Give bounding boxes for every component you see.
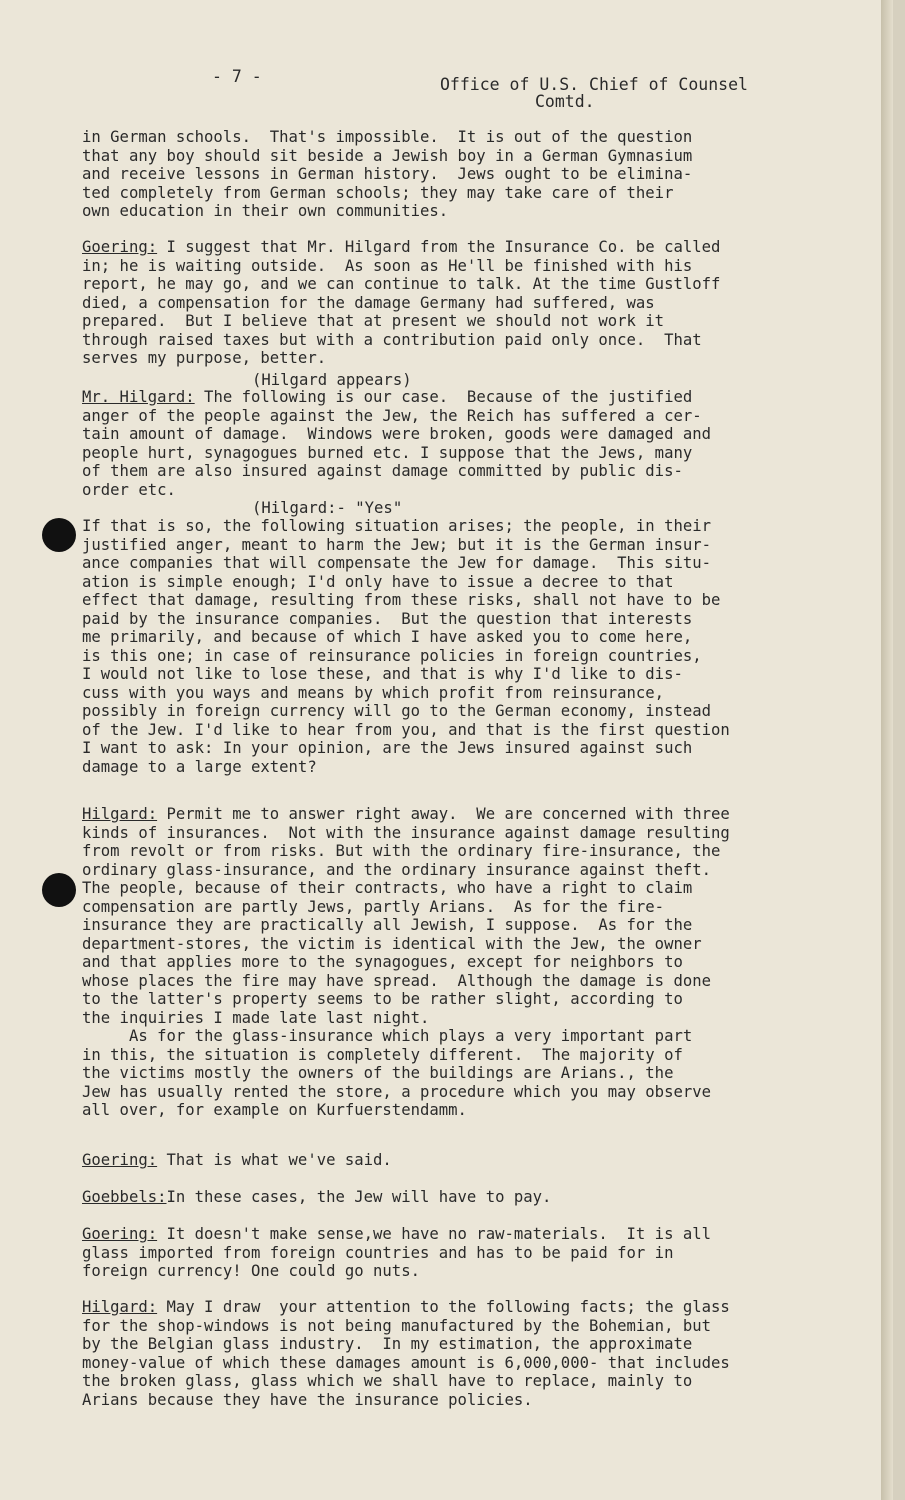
line-text: is this one; in case of reinsurance policies in foreign countries,	[82, 646, 702, 665]
text-line	[82, 1317, 872, 1336]
line-text: kinds of insurances. Not with the insurance against damage resulting	[82, 823, 730, 842]
text-line	[82, 331, 872, 350]
line-text: serves my purpose, better.	[82, 349, 327, 367]
contd-label: Comtd.	[535, 92, 595, 111]
line-text: the inquiries I made late last night.	[82, 1008, 430, 1027]
line-text: I would not like to lose these, and that is why I'd like to dis-	[82, 665, 683, 683]
text-line	[82, 721, 872, 740]
text-line	[82, 972, 872, 991]
line-text: Permit me to answer right away. We are concerned with three	[157, 805, 730, 823]
text-line	[82, 165, 872, 184]
text-line	[82, 842, 872, 861]
speaker-name: Mr. Hilgard:	[82, 388, 195, 406]
line-text: to the latter's property seems to be rather slight, according to	[82, 990, 683, 1008]
punch-hole-top	[42, 518, 76, 552]
line-text: tain amount of damage. Windows were broken, goods were damaged and	[82, 425, 712, 443]
text-line	[82, 238, 872, 257]
speaker-name: Goering:	[82, 238, 158, 256]
line-text: effect that damage, resulting from these risks, shall not have to be	[82, 591, 721, 609]
line-text: That is what we've said.	[157, 1151, 392, 1169]
line-text: justified anger, meant to harm the Jew; but it is the German insur-	[82, 535, 712, 554]
text-line	[82, 128, 872, 147]
text-line	[82, 1225, 872, 1244]
line-text: ance companies that will compensate the Jew for damage. This situ-	[82, 554, 712, 572]
text-line	[82, 916, 872, 935]
text-line	[82, 591, 872, 610]
stage-direction	[82, 499, 872, 518]
line-text: ation is simple enough; I'd only have to issue a decree to that	[82, 572, 674, 591]
text-line	[82, 1046, 872, 1065]
paragraph	[82, 1188, 872, 1207]
text-line	[82, 481, 872, 500]
text-line	[82, 202, 872, 221]
text-line	[82, 1101, 872, 1120]
text-line	[82, 758, 872, 777]
speaker-name: Hilgard:	[82, 1298, 158, 1316]
line-text: paid by the insurance companies. But the question that interests	[82, 609, 693, 628]
line-text: foreign currency! One could go nuts.	[82, 1262, 420, 1280]
line-text: glass imported from foreign countries and has to be paid for in	[82, 1243, 674, 1262]
line-text: insurance they are practically all Jewish, I suppose. As for the	[82, 916, 693, 934]
paragraph	[82, 128, 872, 221]
text-line	[82, 1372, 872, 1391]
speaker-name: Goering:	[82, 1225, 158, 1243]
text-line	[82, 462, 872, 481]
text-line	[82, 898, 872, 917]
paragraph	[82, 805, 872, 1120]
line-text: The following is our case. Because of the justified	[194, 388, 693, 406]
text-line	[82, 861, 872, 880]
text-line	[82, 388, 872, 407]
line-text: me primarily, and because of which I have asked you to come here,	[82, 628, 693, 646]
text-line	[82, 1009, 872, 1028]
text-line	[82, 628, 872, 647]
line-text: whose places the fire may have spread. Although the damage is done	[82, 971, 712, 990]
text-line	[82, 665, 872, 684]
paragraph	[82, 1298, 872, 1409]
line-text: by the Belgian glass industry. In my estimation, the approximate	[82, 1335, 693, 1353]
text-line	[82, 1298, 872, 1317]
text-line	[82, 879, 872, 898]
text-line	[82, 573, 872, 592]
text-line	[82, 684, 872, 703]
line-text: of them are also insured against damage committed by public dis-	[82, 462, 683, 480]
paragraph	[82, 388, 872, 499]
line-text: Jew has usually rented the store, a procedure which you may observe	[82, 1082, 712, 1101]
text-line	[82, 554, 872, 573]
line-text: compensation are partly Jews, partly Arians. As for the fire-	[82, 897, 665, 916]
line-text: own education in their own communities.	[82, 202, 449, 220]
line-text: for the shop-windows is not being manufactured by the Bohemian, but	[82, 1316, 712, 1335]
paragraph	[82, 517, 872, 776]
speaker-name: Hilgard:	[82, 805, 158, 823]
speaker-name: Goering:	[82, 1151, 158, 1169]
text-line	[82, 1064, 872, 1083]
text-line	[82, 349, 872, 368]
line-text: in; he is waiting outside. As soon as He'll be finished with his	[82, 256, 693, 275]
line-text: ordinary glass-insurance, and the ordinary insurance against theft.	[82, 860, 712, 879]
text-line	[82, 294, 872, 313]
text-line	[82, 935, 872, 954]
paragraph	[82, 1225, 872, 1281]
text-line	[82, 1151, 872, 1170]
text-line	[82, 425, 872, 444]
text-line	[82, 312, 872, 331]
line-text: the victims mostly the owners of the buildings are Arians., the	[82, 1064, 674, 1082]
page-edge	[881, 0, 893, 1500]
line-text: As for the glass-insurance which plays a very important part	[82, 1027, 693, 1045]
line-text: money-value of which these damages amount is 6,000,000- that includes	[82, 1353, 730, 1372]
office-heading: Office of U.S. Chief of Counsel	[440, 75, 748, 94]
line-text: report, he may go, and we can continue to talk. At the time Gustloff	[82, 275, 721, 293]
line-text: If that is so, the following situation arises; the people, in their	[82, 517, 712, 535]
text-line	[82, 147, 872, 166]
line-text: It doesn't make sense,we have no raw-materials. It is all	[157, 1225, 712, 1243]
line-text: died, a compensation for the damage Germany had suffered, was	[82, 293, 655, 312]
text-line	[82, 536, 872, 555]
text-line	[82, 702, 872, 721]
line-text: department-stores, the victim is identical with the Jew, the owner	[82, 934, 702, 953]
line-text: all over, for example on Kurfuerstendamm.	[82, 1101, 467, 1119]
line-text: I want to ask: In your opinion, are the Jews insured against such	[82, 739, 693, 757]
text-line	[82, 499, 872, 518]
line-text: people hurt, synagogues burned etc. I suppose that the Jews, many	[82, 443, 693, 462]
line-text: ted completely from German schools; they may take care of their	[82, 183, 674, 202]
line-text: order etc.	[82, 480, 176, 499]
line-text: of the Jew. I'd like to hear from you, and that is the first question	[82, 720, 730, 739]
line-text: (Hilgard:- "Yes"	[252, 499, 403, 517]
text-line	[82, 371, 872, 390]
punch-hole-bottom	[42, 873, 76, 907]
text-line	[82, 1244, 872, 1263]
text-line	[82, 739, 872, 758]
text-line	[82, 805, 872, 824]
line-text: damage to a large extent?	[82, 757, 317, 776]
text-line	[82, 824, 872, 843]
line-text: cuss with you ways and means by which profit from reinsurance,	[82, 683, 665, 702]
text-line	[82, 517, 872, 536]
line-text: Arians because they have the insurance policies.	[82, 1390, 533, 1409]
text-line	[82, 1335, 872, 1354]
line-text: from revolt or from risks. But with the ordinary fire-insurance, the	[82, 842, 721, 860]
line-text: prepared. But I believe that at present we should not work it	[82, 312, 665, 330]
paragraph	[82, 238, 872, 368]
line-text: that any boy should sit beside a Jewish boy in a German Gymnasium	[82, 146, 693, 165]
text-line	[82, 610, 872, 629]
page-number: - 7 -	[212, 67, 262, 86]
line-text: and that applies more to the synagogues, except for neighbors to	[82, 953, 683, 971]
line-text: (Hilgard appears)	[252, 371, 412, 389]
text-line	[82, 647, 872, 666]
text-line	[82, 184, 872, 203]
text-line	[82, 444, 872, 463]
line-text: in this, the situation is completely different. The majority of	[82, 1045, 683, 1064]
transcript-body	[82, 0, 872, 1480]
text-line	[82, 953, 872, 972]
line-text: anger of the people against the Jew, the Reich has suffered a cer-	[82, 406, 702, 425]
line-text: in German schools. That's impossible. It is out of the question	[82, 128, 693, 146]
line-text: In these cases, the Jew will have to pay.	[166, 1188, 552, 1206]
text-line	[82, 275, 872, 294]
speaker-name: Goebbels:	[82, 1188, 167, 1206]
text-line	[82, 990, 872, 1009]
line-text: possibly in foreign currency will go to the German economy, instead	[82, 702, 712, 720]
text-line	[82, 1354, 872, 1373]
line-text: The people, because of their contracts, who have a right to claim	[82, 879, 693, 897]
line-text: and receive lessons in German history. Jews ought to be elimina-	[82, 165, 693, 183]
line-text: through raised taxes but with a contribution paid only once. That	[82, 330, 702, 349]
line-text: May I draw your attention to the following facts; the glass	[157, 1298, 730, 1316]
line-text: the broken glass, glass which we shall have to replace, mainly to	[82, 1372, 693, 1390]
text-line	[82, 1391, 872, 1410]
text-line	[82, 1027, 872, 1046]
text-line	[82, 1262, 872, 1281]
stage-direction	[82, 371, 872, 390]
paragraph	[82, 1151, 872, 1170]
text-line	[82, 1083, 872, 1102]
line-text: I suggest that Mr. Hilgard from the Insurance Co. be called	[157, 238, 721, 256]
text-line	[82, 257, 872, 276]
text-line	[82, 407, 872, 426]
text-line	[82, 1188, 872, 1207]
